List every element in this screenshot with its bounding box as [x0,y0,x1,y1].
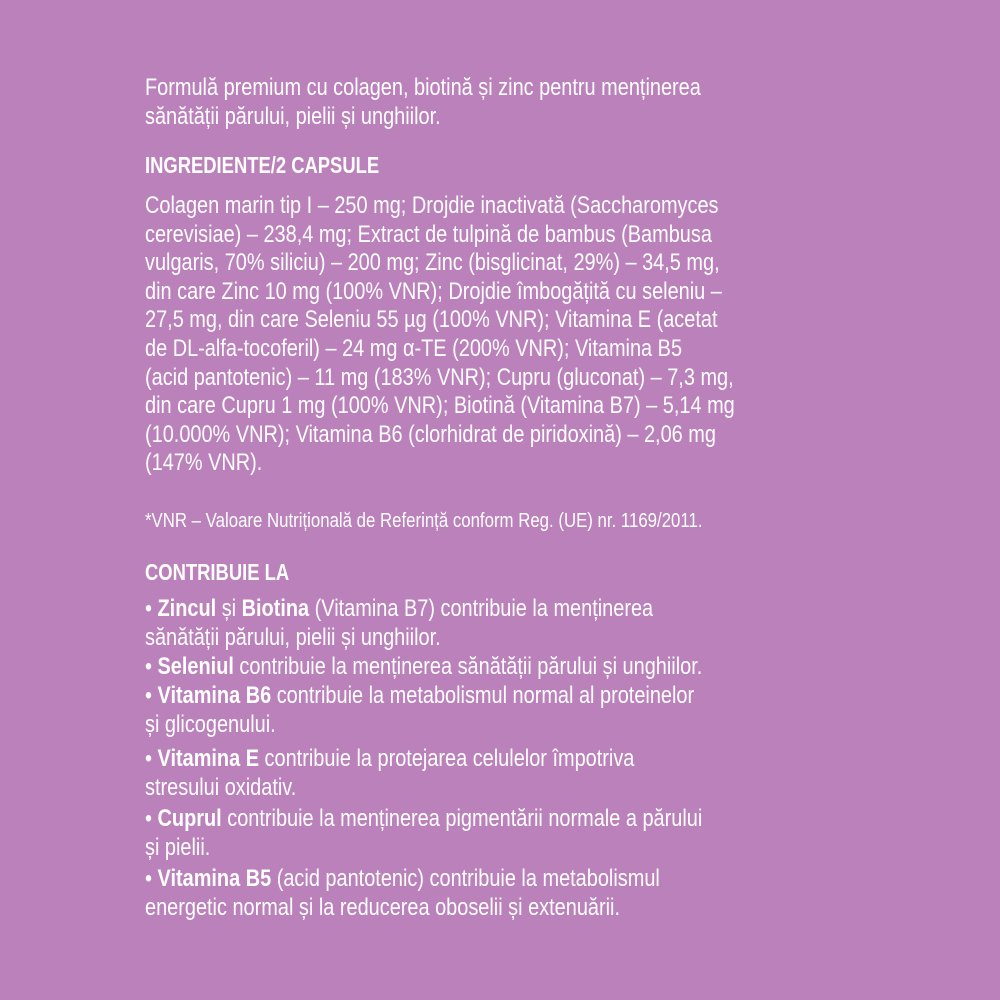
benefit-item-zinc-biotin [145,595,653,623]
contributes-heading: CONTRIBUIE LA [145,559,290,585]
bullet-icon: • [145,653,152,680]
ingredients-line-4: din care Zinc 10 mg (100% VNR); Drojdie îmbogățită cu seleniu – [145,278,722,305]
benefit-text: contribuie la protejarea celulelor împotriva [259,745,635,772]
intro-line-1: Formulă premium cu colagen, biotină și zinc pentru menținerea [145,74,701,101]
bullet-icon: • [145,865,152,892]
ingredients-line-1: Colagen marin tip I – 250 mg; Drojdie inactivată (Saccharomyces [145,192,719,219]
ingredients-line-2: cerevisiae) – 238,4 mg; Extract de tulpină de bambus (Bambusa [145,221,712,248]
benefit-item-vitamin-e [145,745,634,773]
benefit-nutrient: Cuprul [157,805,222,832]
benefit-nutrient: Biotina [241,595,310,622]
ingredients-line-5: 27,5 mg, din care Seleniu 55 µg (100% VNR); Vitamina E (acetat [145,306,718,333]
benefit-text: contribuie la metabolismul normal al proteinelor [271,682,695,709]
benefit-text: și [216,595,242,622]
ingredients-line-10: (147% VNR). [145,449,263,476]
benefit-nutrient: Vitamina B6 [157,682,272,709]
benefit-item-selenium [145,653,702,681]
benefit-item-copper-cont: și pielii. [145,834,211,861]
benefit-text: (acid pantotenic) contribuie la metabolismul [271,865,660,892]
bullet-icon: • [145,805,152,832]
ingredients-line-8: din care Cupru 1 mg (100% VNR); Biotină (Vitamina B7) – 5,14 mg [145,392,735,419]
ingredients-line-3: vulgaris, 70% siliciu) – 200 mg; Zinc (bisglicinat, 29%) – 34,5 mg, [145,249,720,276]
benefit-item-zinc-biotin-cont: sănătății părului, pielii și unghiilor. [145,624,441,651]
benefit-item-vitamin-b5 [145,865,660,893]
benefit-nutrient: Zincul [157,595,217,622]
ingredients-line-9: (10.000% VNR); Vitamina B6 (clorhidrat de piridoxină) – 2,06 mg [145,421,716,448]
benefit-nutrient: Seleniul [157,653,234,680]
bullet-icon: • [145,595,152,622]
benefit-item-vitamin-b6-cont: și glicogenului. [145,711,276,738]
benefit-item-vitamin-b6 [145,682,694,710]
vnr-footnote: *VNR – Valoare Nutrițională de Referință conform Reg. (UE) nr. 1169/2011. [145,510,703,532]
benefit-item-vitamin-b5-cont: energetic normal și la reducerea oboselii și extenuării. [145,894,621,921]
ingredients-line-7: (acid pantotenic) – 11 mg (183% VNR); Cupru (gluconat) – 7,3 mg, [145,364,734,391]
benefit-nutrient: Vitamina B5 [157,865,272,892]
intro-line-2: sănătății părului, pielii și unghiilor. [145,103,441,130]
benefit-nutrient: Vitamina E [157,745,260,772]
ingredients-line-6: de DL-alfa-tocoferil) – 24 mg α-TE (200% VNR); Vitamina B5 [145,335,683,362]
benefit-text: (Vitamina B7) contribuie la menținerea [309,595,654,622]
benefit-item-copper [145,805,702,833]
bullet-icon: • [145,682,152,709]
ingredients-heading: INGREDIENTE/2 CAPSULE [145,152,380,178]
benefit-text: contribuie la menținerea sănătății părului și unghiilor. [233,653,703,680]
benefit-item-vitamin-e-cont: stresului oxidativ. [145,774,297,801]
bullet-icon: • [145,745,152,772]
benefit-text: contribuie la menținerea pigmentării normale a părului [221,805,703,832]
